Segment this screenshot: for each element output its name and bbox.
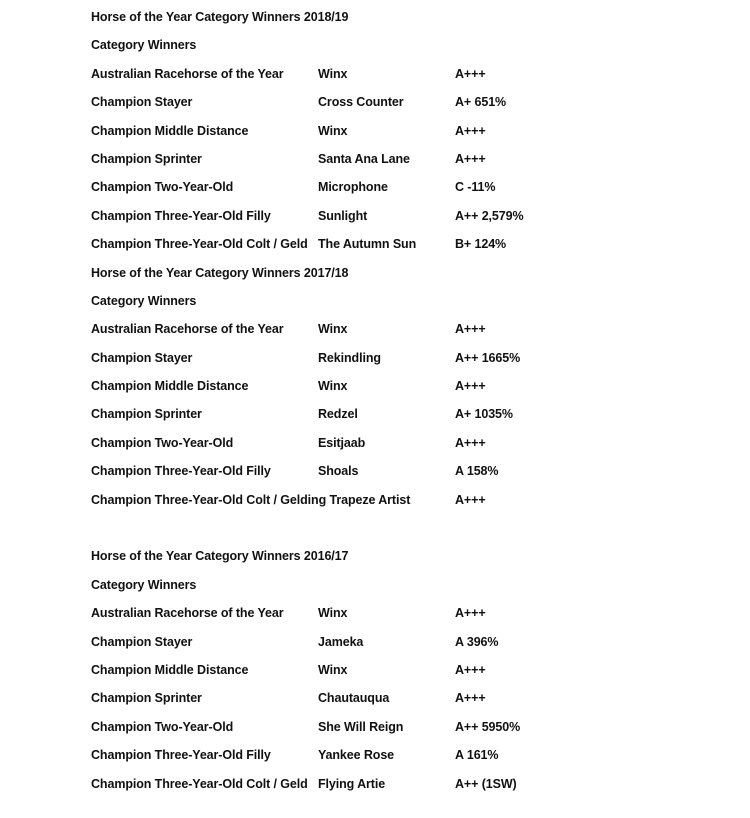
rating-cell: A+++ — [455, 123, 486, 138]
category-cell: Champion Middle Distance — [91, 662, 249, 677]
winner-cell: Winx — [318, 322, 348, 337]
winner-cell: Jameka — [318, 634, 364, 649]
rating-cell: A+ 1035% — [455, 407, 513, 422]
winner-cell: Winx — [318, 606, 348, 621]
table-row — [91, 321, 711, 349]
rating-cell: A++ 2,579% — [455, 208, 524, 223]
category-cell: Champion Three-Year-Old Colt / Geld — [91, 237, 308, 252]
rating-cell: A+++ — [455, 66, 486, 81]
winner-cell: The Autumn Sun — [318, 237, 417, 252]
rating-cell: A 158% — [455, 464, 499, 479]
winner-cell: Chautauqua — [318, 691, 390, 706]
category-cell: Champion Three-Year-Old Filly — [91, 208, 271, 223]
table-row — [91, 350, 711, 378]
winner-cell: Flying Artie — [318, 776, 386, 791]
section-2018-19 — [91, 9, 711, 265]
table-row — [91, 492, 711, 520]
section-title: Horse of the Year Category Winners 2017/18 — [91, 265, 349, 280]
section-2016-17 — [91, 548, 711, 804]
category-cell: Australian Racehorse of the Year — [91, 66, 284, 81]
table-row — [91, 690, 711, 718]
rating-cell: A+++ — [455, 691, 486, 706]
table-row — [91, 719, 711, 747]
section-subtitle: Category Winners — [91, 38, 197, 53]
table-row — [91, 463, 711, 491]
table-row — [91, 406, 711, 434]
category-cell: Australian Racehorse of the Year — [91, 606, 284, 621]
rating-cell: A+ 651% — [455, 95, 507, 110]
winner-cell: Rekindling — [318, 350, 381, 365]
category-cell: Champion Sprinter — [91, 691, 202, 706]
category-cell: Champion Two-Year-Old — [91, 435, 234, 450]
section-title: Horse of the Year Category Winners 2018/19 — [91, 10, 349, 24]
table-row — [91, 605, 711, 633]
category-cell: Champion Two-Year-Old — [91, 719, 234, 734]
rating-cell: B+ 124% — [455, 237, 507, 252]
category-cell: Champion Three-Year-Old Colt / Geld — [91, 776, 308, 791]
category-cell: Champion Two-Year-Old — [91, 180, 234, 195]
rating-cell: A+++ — [455, 151, 486, 166]
table-row — [91, 123, 711, 151]
winner-cell: She Will Reign — [318, 719, 404, 734]
table-row — [91, 208, 711, 236]
winner-cell: Cross Counter — [318, 95, 404, 110]
winner-cell: Winx — [318, 662, 348, 677]
table-row — [91, 776, 711, 804]
rating-cell: A+++ — [455, 662, 486, 677]
rating-cell: A+++ — [455, 379, 486, 394]
table-row — [91, 634, 711, 662]
table-row — [91, 747, 711, 775]
section-subtitle: Category Winners — [91, 577, 197, 592]
category-cell: Champion Three-Year-Old Colt / Gelding Trapeze Artist — [91, 492, 411, 507]
rating-cell: A+++ — [455, 322, 486, 337]
rating-cell: A++ (1SW) — [455, 776, 517, 791]
table-row — [91, 236, 711, 264]
rating-cell: A+++ — [455, 606, 486, 621]
table-row — [91, 94, 711, 122]
table-row — [91, 435, 711, 463]
category-cell: Champion Middle Distance — [91, 379, 249, 394]
winner-cell: Esitjaab — [318, 435, 366, 450]
category-cell: Champion Sprinter — [91, 407, 202, 422]
rating-cell: A 161% — [455, 748, 499, 763]
category-cell: Champion Middle Distance — [91, 123, 249, 138]
table-row — [91, 151, 711, 179]
blank-line — [91, 520, 711, 548]
winner-cell: Winx — [318, 123, 348, 138]
winner-cell: Redzel — [318, 407, 358, 422]
category-cell: Champion Stayer — [91, 350, 193, 365]
rating-cell: A 396% — [455, 634, 499, 649]
section-subtitle: Category Winners — [91, 293, 197, 308]
winner-cell: Sunlight — [318, 208, 368, 223]
category-cell: Champion Three-Year-Old Filly — [91, 464, 271, 479]
section-2017-18 — [91, 265, 711, 521]
winner-cell: Winx — [318, 66, 348, 81]
rating-cell: A++ 5950% — [455, 719, 521, 734]
winner-cell: Yankee Rose — [318, 748, 395, 763]
category-cell: Champion Sprinter — [91, 151, 202, 166]
rating-cell: A+++ — [455, 492, 486, 507]
category-cell: Champion Stayer — [91, 634, 193, 649]
rating-cell: A++ 1665% — [455, 350, 521, 365]
table-row — [91, 378, 711, 406]
winner-cell: Shoals — [318, 464, 359, 479]
rating-cell: A+++ — [455, 435, 486, 450]
category-cell: Champion Stayer — [91, 95, 193, 110]
category-cell: Champion Three-Year-Old Filly — [91, 748, 271, 763]
table-row — [91, 66, 711, 94]
rating-cell: C -11% — [455, 180, 496, 195]
table-row — [91, 179, 711, 207]
winner-cell: Winx — [318, 379, 348, 394]
section-title: Horse of the Year Category Winners 2016/17 — [91, 549, 349, 564]
document — [91, 9, 711, 804]
winner-cell: Microphone — [318, 180, 388, 195]
table-row — [91, 662, 711, 690]
winner-cell: Santa Ana Lane — [318, 151, 410, 166]
category-cell: Australian Racehorse of the Year — [91, 322, 284, 337]
